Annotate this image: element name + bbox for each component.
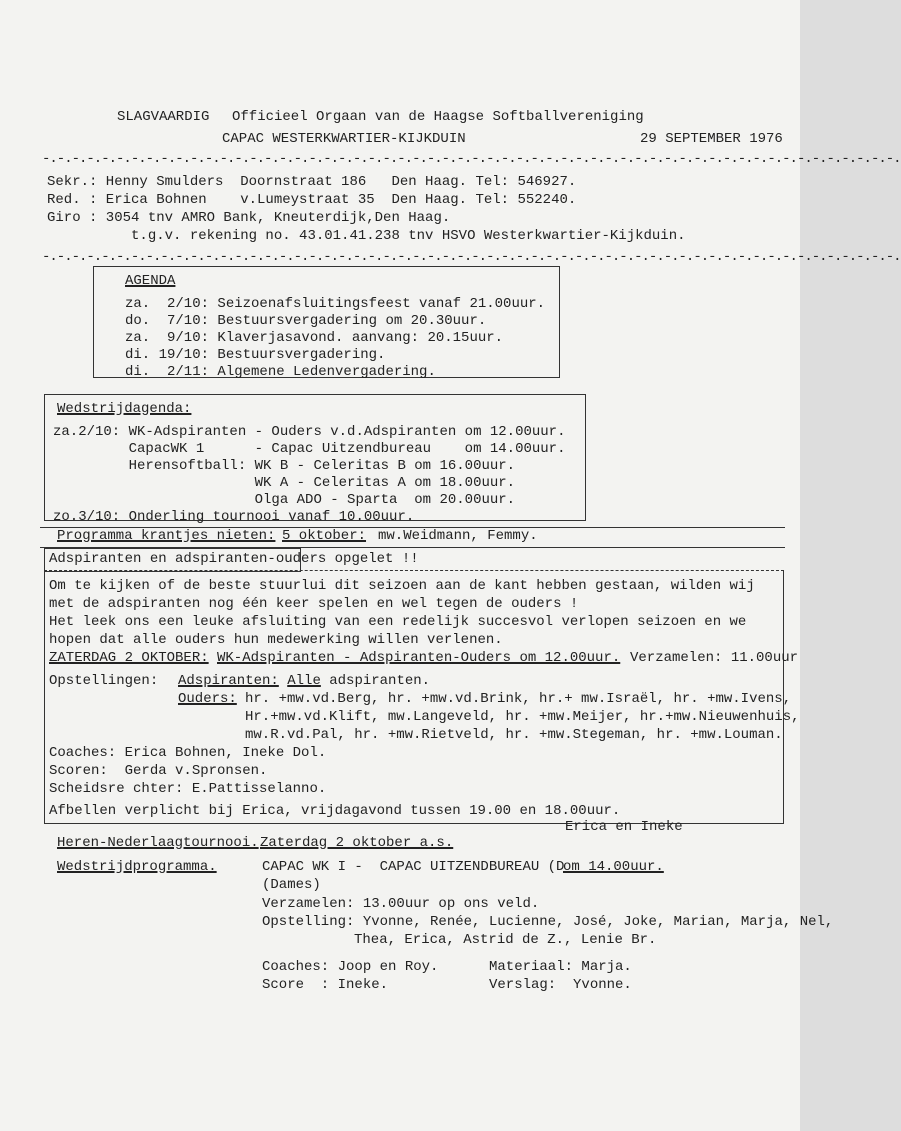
agenda-item: di. 19/10: Bestuursvergadering. (125, 347, 386, 363)
krantjes-names: mw.Weidmann, Femmy. (378, 528, 538, 544)
agenda-item: di. 2/11: Algemene Ledenvergadering. (125, 364, 436, 380)
match-date: ZATERDAG 2 OKTOBER: (49, 650, 209, 666)
afbellen: Afbellen verplicht bij Erica, vrijdagavond tussen 19.00 en 18.00uur. (49, 803, 621, 819)
contact-giro: Giro : 3054 tnv AMRO Bank, Kneuterdijk,Den Haag. (47, 210, 451, 226)
body-line: met de adspiranten nog één keer spelen en wel tegen de ouders ! (49, 596, 579, 612)
paper-subtitle: Officieel Orgaan van de Haagse Softballvereniging (232, 109, 644, 125)
match-item: Olga ADO - Sparta om 20.00uur. (53, 492, 516, 508)
ouders-line: Hr.+mw.vd.Klift, mw.Langeveld, hr. +mw.Meijer, hr.+mw.Nieuwenhuis, (245, 709, 800, 725)
scoren: Scoren: Gerda v.Spronsen. (49, 763, 268, 779)
body-line: Om te kijken of de beste stuurlui dit seizoen aan de kant hebben gestaan, wilden wij (49, 578, 755, 594)
club-name: CAPAC WESTERKWARTIER-KIJKDUIN (222, 131, 466, 147)
programma-score: Score : Ineke. (262, 977, 389, 993)
ouders-line: hr. +mw.vd.Berg, hr. +mw.vd.Brink, hr.+ mw.Israël, hr. +mw.Ivens, (245, 691, 792, 707)
contact-secretary: Sekr.: Henny Smulders Doornstraat 186 Den Haag. Tel: 546927. (47, 174, 577, 190)
ouders-label: Ouders: (178, 691, 237, 707)
contact-account: t.g.v. rekening no. 43.01.41.238 tnv HSVO Westerkwartier-Kijkduin. (47, 228, 686, 244)
divider: -.-.-.-.-.-.-.-.-.-.-.-.-.-.-.-.-.-.-.-.-.-.-.-.-.-.-.-.-.-.-.-.-.-.-.-.-.-.-.-.-.-.-.-.-.-.-.-.-.-.-.-.-.-.-.-.-.-. (42, 249, 901, 265)
agenda-title: AGENDA (125, 273, 176, 289)
programma-label: Wedstrijdprogramma. (57, 859, 217, 875)
paper-name: SLAGVAARDIG (117, 109, 210, 125)
signature: Erica en Ineke (565, 819, 683, 835)
agenda-item: do. 7/10: Bestuursvergadering om 20.30uur. (125, 313, 487, 329)
krantjes-date: 5 oktober: (282, 528, 367, 544)
gather-time: Verzamelen: 11.00uur (630, 650, 799, 666)
wedstrijdagenda-title: Wedstrijdagenda: (57, 401, 192, 417)
contact-editor: Red. : Erica Bohnen v.Lumeystraat 35 Den Haag. Tel: 552240. (47, 192, 577, 208)
adsp-label: Adspiranten: (178, 673, 279, 689)
heren-date: Zaterdag 2 oktober a.s. (260, 835, 454, 851)
adsp-rest: adspiranten. (329, 673, 431, 689)
issue-date: 29 SEPTEMBER 1976 (640, 131, 783, 147)
match-item: Herensoftball: WK B - Celeritas B om 16.00uur. (53, 458, 516, 474)
body-line: Het leek ons een leuke afsluiting van een redelijk succesvol verlopen seizoen en we (49, 614, 747, 630)
programma-report: Verslag: Yvonne. (489, 977, 632, 993)
match-item: CapacWK 1 - Capac Uitzendbureau om 14.00uur. (53, 441, 566, 457)
krantjes-label: Programma krantjes nieten: (57, 528, 276, 544)
adspiranten-title: Adspiranten en adspiranten-ouders opgelet !! (49, 551, 419, 567)
divider: -.-.-.-.-.-.-.-.-.-.-.-.-.-.-.-.-.-.-.-.-.-.-.-.-.-.-.-.-.-.-.-.-.-.-.-.-.-.-.-.-.-.-.-.-.-.-.-.-.-.-.-.-.-.-.-.-.-. (42, 151, 901, 167)
programma-lineup-2: Thea, Erica, Astrid de Z., Lenie Br. (354, 932, 657, 948)
ouders-line: mw.R.vd.Pal, hr. +mw.Rietveld, hr. +mw.Stegeman, hr. +mw.Louman. (245, 727, 783, 743)
programma-gather: Verzamelen: 13.00uur op ons veld. (262, 896, 540, 912)
match-title: WK-Adspiranten - Adspiranten-Ouders om 12.00uur. (217, 650, 621, 666)
lineup-label: Opstellingen: (49, 673, 159, 689)
programma-material: Materiaal: Marja. (489, 959, 632, 975)
body-line: hopen dat alle ouders hun medewerking willen verlenen. (49, 632, 503, 648)
programma-time: om 14.00uur. (563, 859, 664, 875)
programma-match: CAPAC WK I - CAPAC UITZENDBUREAU (D (262, 859, 565, 875)
match-item: za.2/10: WK-Adspiranten - Ouders v.d.Adspiranten om 12.00uur. (53, 424, 566, 440)
agenda-item: za. 9/10: Klaverjasavond. aanvang: 20.15uur. (125, 330, 504, 346)
programma-coaches: Coaches: Joop en Roy. (262, 959, 439, 975)
dames: (Dames) (262, 877, 321, 893)
coaches: Coaches: Erica Bohnen, Ineke Dol. (49, 745, 327, 761)
match-item: WK A - Celeritas A om 18.00uur. (53, 475, 516, 491)
agenda-item: za. 2/10: Seizoenafsluitingsfeest vanaf 21.00uur. (125, 296, 546, 312)
heren-title: Heren-Nederlaagtournooi. (57, 835, 259, 851)
adsp-all: Alle (287, 673, 321, 689)
programma-lineup: Opstelling: Yvonne, Renée, Lucienne, José, Joke, Marian, Marja, Nel, (262, 914, 834, 930)
scheidsrechter: Scheidsre chter: E.Pattisselanno. (49, 781, 327, 797)
match-item: zo.3/10: Onderling tournooi vanaf 10.00uur. (53, 509, 415, 525)
